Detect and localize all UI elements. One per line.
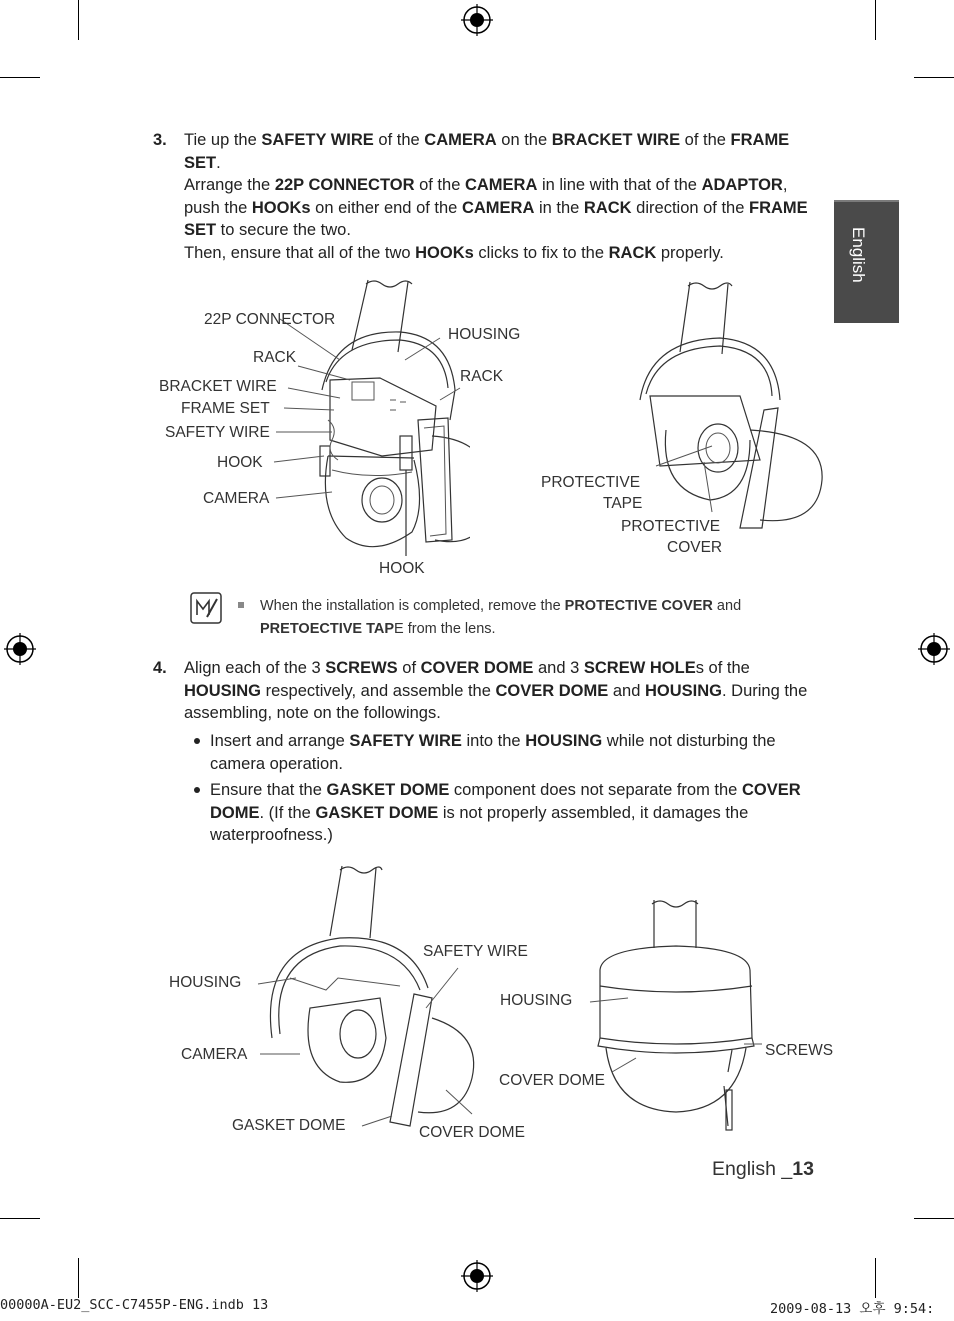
bold-term: SAFETY WIRE xyxy=(261,131,374,149)
text-run: and xyxy=(608,681,645,700)
bold-term: RACK xyxy=(608,243,657,262)
label-protective-cover: PROTECTIVE xyxy=(621,518,721,535)
label-safety-wire: SAFETY WIRE xyxy=(165,424,270,441)
label-housing: HOUSING xyxy=(500,992,573,1009)
bold-term: 22P CONNECTOR xyxy=(274,176,415,195)
crop-mark xyxy=(914,1218,954,1219)
language-tab-label: English xyxy=(849,227,868,283)
label-rack: RACK xyxy=(253,349,297,366)
label-cover-dome: COVER DOME xyxy=(499,1072,605,1089)
label-protective-cover: COVER xyxy=(667,539,723,556)
bold-term: PRETOECTIVE TAP xyxy=(260,620,395,637)
print-file-info: 00000A-EU2_SCC-C7455P-ENG.indb 13 xyxy=(0,1297,269,1313)
text-run: in the xyxy=(534,198,584,217)
text-run: . xyxy=(216,153,221,172)
bullet-icon xyxy=(194,738,200,744)
step-3-line-2 xyxy=(184,174,824,242)
label-camera: CAMERA xyxy=(181,1046,248,1063)
text-run: When the installation is completed, remove the xyxy=(260,598,565,614)
bold-term: PROTECTIVE COVER xyxy=(564,598,713,614)
text-run: . During the assembling, note on the followings. xyxy=(184,681,808,723)
text-run: Insert and arrange xyxy=(210,732,350,750)
bold-term: BRACKET WIRE xyxy=(551,131,681,149)
step-3-number: 3. xyxy=(153,131,167,149)
bold-term: COVER DOME xyxy=(495,681,609,700)
label-protective-tape: PROTECTIVE xyxy=(541,474,641,491)
text-run: Tie up the xyxy=(184,131,262,149)
bullet-icon xyxy=(194,787,200,793)
note-bullet-icon xyxy=(238,602,244,608)
bold-term: FRAME SET xyxy=(184,131,790,172)
text-run: and xyxy=(712,598,742,614)
text-run: and 3 xyxy=(533,659,584,677)
label-cover-dome: COVER DOME xyxy=(419,1124,525,1141)
registration-mark-icon xyxy=(918,633,950,665)
step-4-number: 4. xyxy=(153,659,167,677)
text-run: of xyxy=(397,659,421,677)
label-bracket-wire: BRACKET WIRE xyxy=(159,378,277,395)
bold-term: GASKET DOME xyxy=(315,803,439,822)
crop-mark xyxy=(914,77,954,78)
text-run: s of the xyxy=(695,659,750,677)
text-run: Arrange the xyxy=(184,176,275,195)
text-run: on the xyxy=(496,131,552,149)
bold-term: HOUSING xyxy=(525,732,603,750)
print-datetime: 2009-08-13 오후 9:54: xyxy=(770,1301,935,1317)
crop-mark xyxy=(78,0,79,40)
bold-term: ADAPTOR xyxy=(701,176,783,195)
bold-term: FRAME SET xyxy=(184,198,808,240)
bold-term: HOOKs xyxy=(415,243,474,262)
bold-term: CAMERA xyxy=(464,176,538,195)
text-run: of the xyxy=(373,131,425,149)
text-run: respectively, and assemble the xyxy=(261,681,496,700)
label-safety-wire: SAFETY WIRE xyxy=(423,943,528,960)
step-4-bullet-2 xyxy=(210,779,822,847)
text-run: is not properly assembled, it damages the waterproofness.) xyxy=(210,803,749,845)
text-run: to secure the two. xyxy=(216,221,351,240)
cover-dome-assembly-illustration-right xyxy=(580,890,780,1140)
bold-term: CAMERA xyxy=(424,131,497,149)
text-run: of the xyxy=(414,176,465,195)
label-housing: HOUSING xyxy=(169,974,242,991)
text-run: Align each of the 3 xyxy=(184,659,326,677)
step-4-bullet-1 xyxy=(210,730,820,775)
registration-mark-icon xyxy=(461,4,493,36)
note-icon xyxy=(190,592,222,624)
label-screws: SCREWS xyxy=(765,1042,834,1059)
note-text xyxy=(260,595,770,640)
crop-mark xyxy=(0,77,40,78)
step-3-text xyxy=(184,129,824,265)
text-run: direction of the xyxy=(631,198,749,217)
text-run: E from the lens. xyxy=(394,620,496,637)
step-4-intro xyxy=(184,657,824,725)
bold-term: SCREWS xyxy=(325,659,398,677)
crop-mark xyxy=(875,0,876,40)
text-run: component does not separate from the xyxy=(449,781,742,799)
label-protective-tape: TAPE xyxy=(603,495,643,512)
registration-mark-icon xyxy=(4,633,36,665)
text-run: Then, ensure that all of the two xyxy=(184,243,416,262)
bold-term: SCREW HOLE xyxy=(583,659,696,677)
bold-term: COVER DOME xyxy=(210,781,801,822)
text-run: properly. xyxy=(656,243,724,262)
label-frame-set: FRAME SET xyxy=(181,400,270,417)
registration-mark-icon xyxy=(461,1260,493,1292)
text-run: while not disturbing the camera operation. xyxy=(210,732,776,773)
bold-term: HOUSING xyxy=(644,681,722,700)
text-run: clicks to fix to the xyxy=(473,243,609,262)
text-run: of the xyxy=(680,131,731,149)
bold-term: HOUSING xyxy=(184,681,262,700)
text-run: on either end of the xyxy=(310,198,462,217)
label-rack: RACK xyxy=(460,368,504,385)
bold-term: HOOKs xyxy=(251,198,311,217)
bold-term: RACK xyxy=(583,198,632,217)
page-number xyxy=(712,1158,814,1181)
page-number-value: 13 xyxy=(792,1158,814,1180)
label-22p-connector: 22P CONNECTOR xyxy=(204,311,336,328)
page-number-label: English _ xyxy=(712,1158,793,1180)
crop-mark xyxy=(875,1258,876,1298)
crop-mark xyxy=(0,1218,40,1219)
step-3-line-1 xyxy=(184,129,824,174)
language-tab xyxy=(834,200,899,323)
text-run: into the xyxy=(461,732,526,750)
text-run: in line with that of the xyxy=(537,176,702,195)
bold-term: GASKET DOME xyxy=(326,781,450,799)
bold-term: SAFETY WIRE xyxy=(349,732,462,750)
crop-mark xyxy=(78,1258,79,1298)
label-gasket-dome: GASKET DOME xyxy=(232,1117,346,1134)
bold-term: COVER DOME xyxy=(420,659,534,677)
label-camera: CAMERA xyxy=(203,490,270,507)
text-run: Ensure that the xyxy=(210,781,327,799)
label-housing: HOUSING xyxy=(448,326,521,343)
label-hook: HOOK xyxy=(379,560,425,577)
label-hook: HOOK xyxy=(217,454,263,471)
cover-dome-assembly-illustration-left xyxy=(250,858,490,1138)
text-run: , push the xyxy=(184,176,788,217)
step-3-line-3 xyxy=(184,242,824,265)
text-run: . (If the xyxy=(259,803,316,822)
bold-term: CAMERA xyxy=(461,198,535,217)
